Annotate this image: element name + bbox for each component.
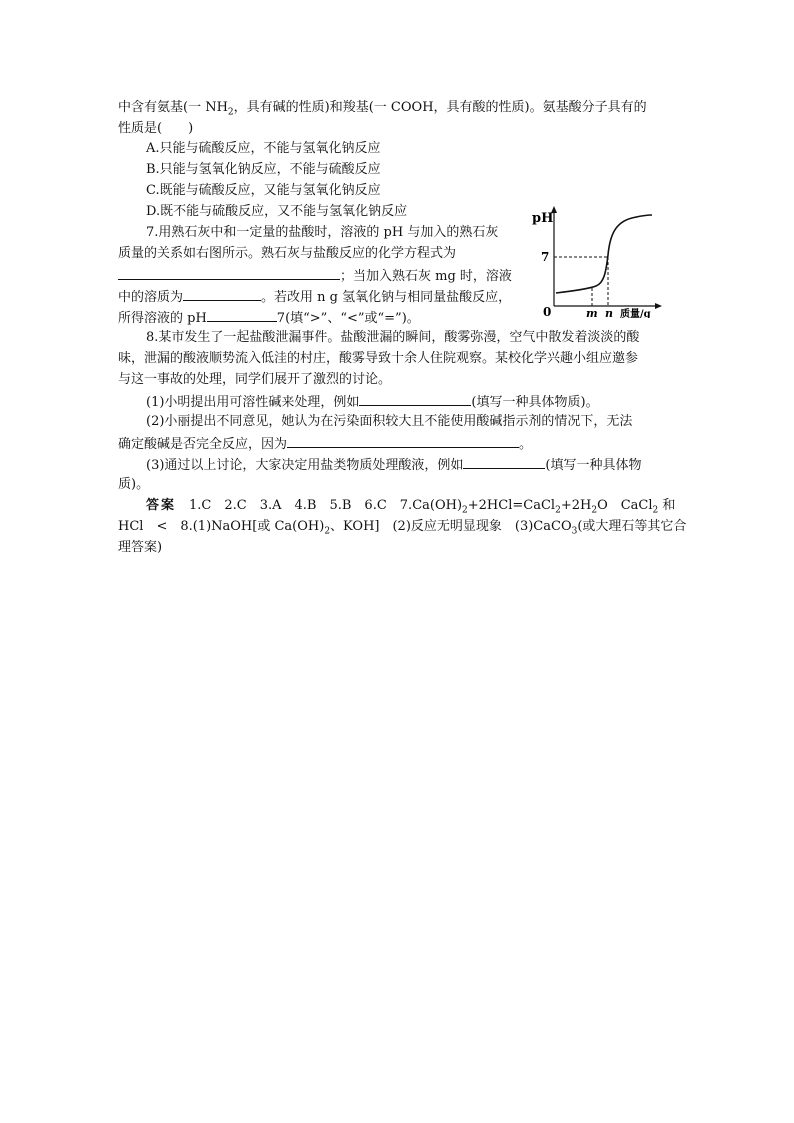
q7-line-4 xyxy=(118,286,511,307)
subscript: 3 xyxy=(571,526,578,537)
answer-line-3: 理答案) xyxy=(118,540,163,555)
q8-text: (填写一种具体物 xyxy=(545,458,642,473)
option-a: A.只能与硫酸反应，不能与氢氧化钠反应 xyxy=(146,141,381,156)
q8-sub-3-line-1 xyxy=(146,454,642,475)
answer-text: +2HCl=CaCl xyxy=(467,498,556,513)
y-axis-label: pH xyxy=(532,211,554,226)
intro-text: ，具有碱的性质)和羧基(一 COOH，具有酸的性质)。氨基酸分子具有的 xyxy=(233,100,647,115)
q7-line-1: 7.用熟石灰中和一定量的盐酸时，溶液的 pH 与加入的熟石灰 xyxy=(146,225,499,240)
q8-text: 确定酸碱是否完全反应，因为 xyxy=(118,437,288,452)
q8-sub-2-line-2 xyxy=(118,433,532,454)
x-axis-label: 质量/g xyxy=(620,309,651,318)
answer-text: 1.C 2.C 3.A 4.B 5.B 6.C 7.Ca(OH) xyxy=(189,498,463,513)
subscript: 2 xyxy=(324,526,331,537)
q7-line-5 xyxy=(118,307,420,328)
q8-line-2: 味，泄漏的酸液顺势流入低洼的村庄，酸雾导致十余人住院观察。某校化学兴趣小组应邀参 xyxy=(118,351,639,366)
answer-text: O CaCl xyxy=(597,498,653,513)
q7-text: 所得溶液的 pH xyxy=(118,311,207,326)
q8-line-1: 8.某市发生了一起盐酸泄漏事件。盐酸泄漏的瞬间，酸雾弥漫，空气中散发着淡淡的酸 xyxy=(146,330,640,345)
q8-sub-2-line-1: (2)小丽提出不同意见，她认为在污染面积较大且不能使用酸碱指示剂的情况下，无法 xyxy=(146,414,633,429)
ph-curve xyxy=(556,215,652,293)
intro-text: 中含有氨基(一 NH xyxy=(118,100,228,115)
option-c: C.既能与硫酸反应，又能与氢氧化钠反应 xyxy=(146,183,381,198)
q7-text: 中的溶质为 xyxy=(118,290,184,305)
answer-line-1 xyxy=(146,496,675,515)
answer-blank[interactable] xyxy=(183,286,261,301)
ph7-label: 7 xyxy=(541,250,550,264)
q8-sub-3-line-2: 质)。 xyxy=(118,477,150,492)
q8-text: (填写一种具体物质)。 xyxy=(471,395,599,410)
answer-blank[interactable] xyxy=(463,454,545,469)
origin-label: 0 xyxy=(543,305,552,318)
answer-text: 、KOH] (2)反应无明显现象 (3)CaCO xyxy=(330,519,572,534)
q8-text: (3)通过以上讨论，大家决定用盐类物质处理酸液，例如 xyxy=(146,458,464,473)
answer-label: 答案 xyxy=(146,498,177,513)
q7-text: ；当加入熟石灰 mg 时，溶液 xyxy=(340,269,512,284)
subscript: 2 xyxy=(462,505,468,516)
subscript: 2 xyxy=(591,505,598,516)
answer-blank[interactable] xyxy=(287,433,519,448)
q8-line-3: 与这一事故的处理，同学们展开了激烈的讨论。 xyxy=(118,372,392,387)
ph-graph xyxy=(528,200,668,318)
q7-text: 。若改用 n g 氢氧化钠与相同量盐酸反应， xyxy=(261,290,512,305)
answer-text: (或大理石等其它合 xyxy=(577,519,687,534)
answer-line-2 xyxy=(118,517,686,536)
q8-text: 。 xyxy=(519,437,533,452)
option-d: D.既不能与硫酸反应，又不能与氢氧化钠反应 xyxy=(146,204,408,219)
answer-text: +2H xyxy=(560,498,592,513)
q8-sub-1 xyxy=(146,391,599,412)
answer-blank[interactable] xyxy=(359,391,471,406)
answer-text: HCl < 8.(1)NaOH[或 Ca(OH) xyxy=(118,519,325,534)
option-b: B.只能与氢氧化钠反应，不能与硫酸反应 xyxy=(146,162,381,177)
n-label: n xyxy=(605,307,613,318)
subscript: 2 xyxy=(652,505,659,516)
q7-text: 7(填“>”、“<”或“=”)。 xyxy=(276,311,420,326)
x-axis-arrow xyxy=(655,303,662,309)
subscript: 2 xyxy=(227,107,234,118)
q7-line-3 xyxy=(118,265,512,286)
answer-text: 和 xyxy=(658,498,676,513)
answer-blank[interactable] xyxy=(118,265,340,280)
subscript: 2 xyxy=(555,505,561,516)
intro-line-2: 性质是( ) xyxy=(118,121,194,136)
m-label: m xyxy=(586,307,598,318)
q8-text: (1)小明提出用可溶性碱来处理，例如 xyxy=(146,395,360,410)
answer-blank[interactable] xyxy=(207,307,277,322)
q7-line-2: 质量的关系如右图所示。熟石灰与盐酸反应的化学方程式为 xyxy=(118,246,457,261)
intro-line-1 xyxy=(118,98,647,117)
